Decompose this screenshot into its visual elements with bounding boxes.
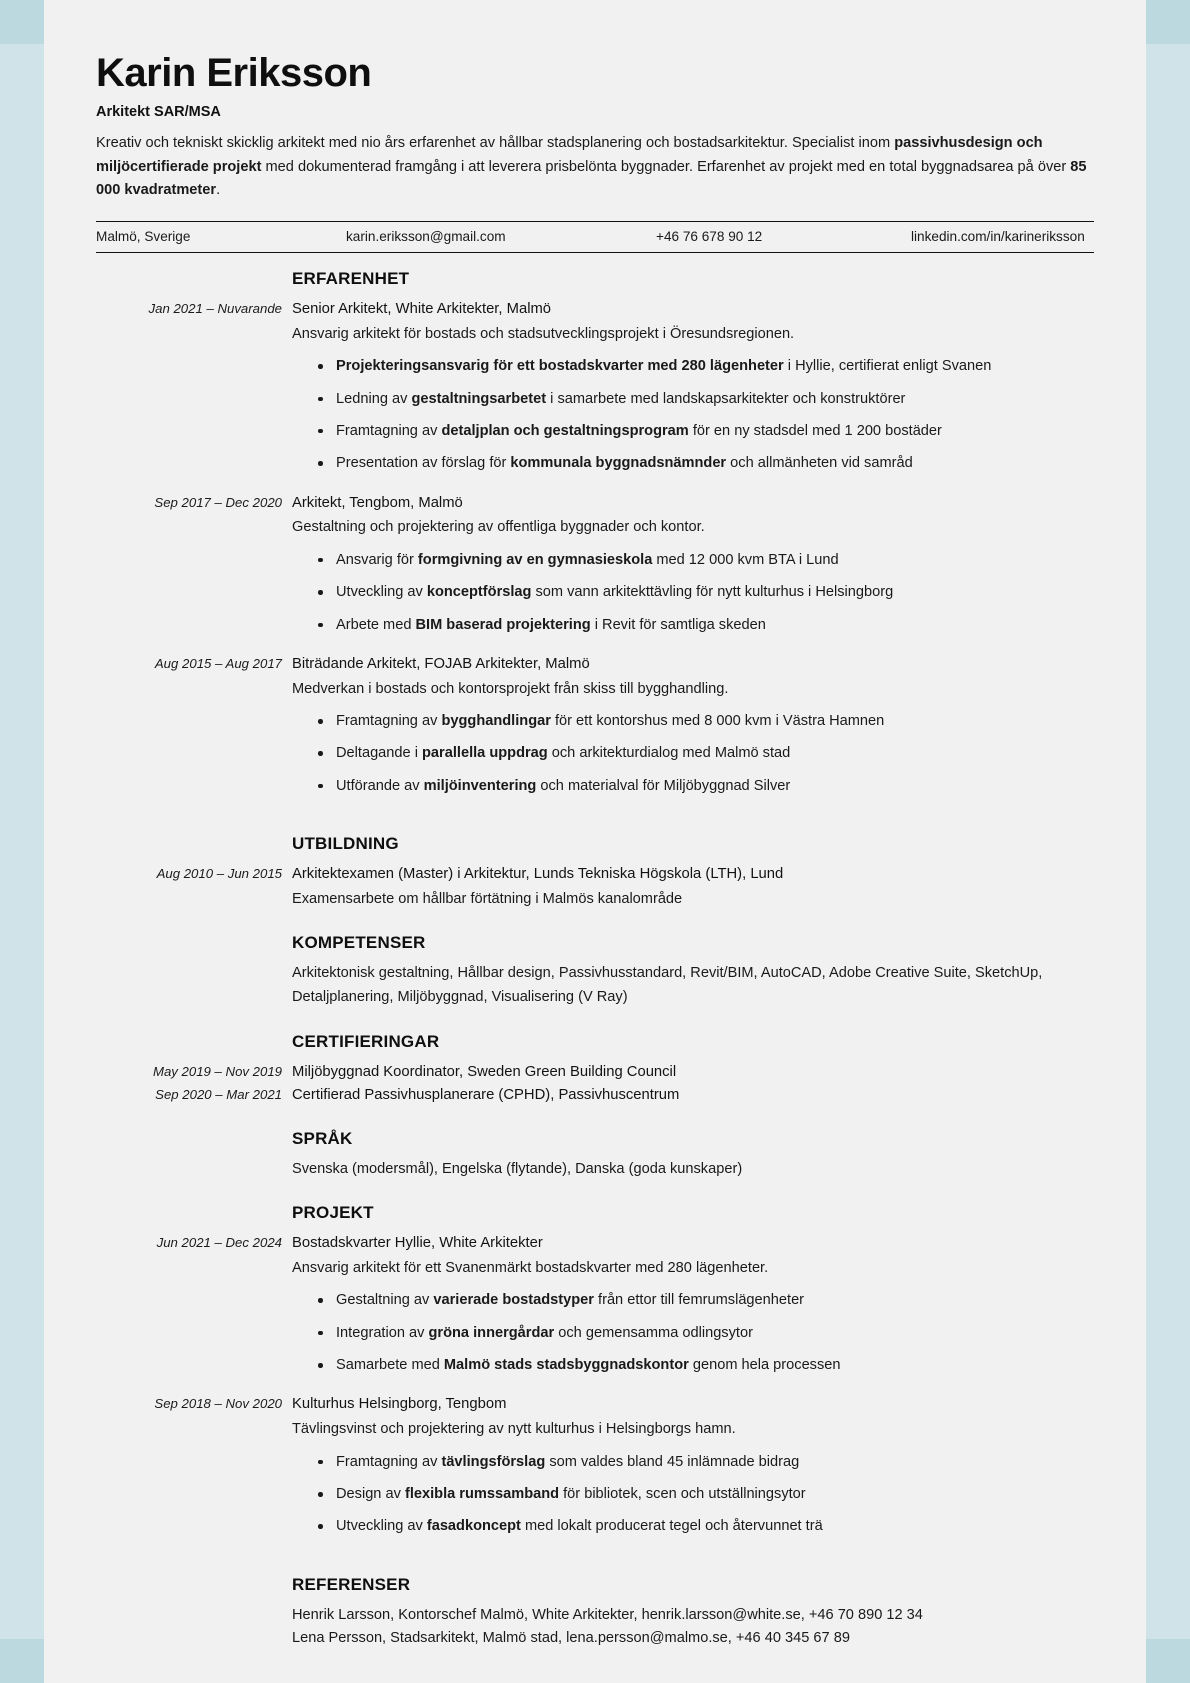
project-title: Bostadskvarter Hyllie, White Arkitekter [292, 1235, 543, 1252]
gutter-spacer [96, 1014, 292, 1015]
section-projects [96, 1185, 1094, 1553]
section-skills [96, 915, 1094, 1009]
project-entry [96, 1232, 1094, 1391]
experience-entry [96, 298, 1094, 490]
experience-description: Gestaltning och projektering av offentliga byggnader och kontor. [292, 519, 705, 536]
experience-bullets [292, 355, 1094, 475]
resume-body [96, 267, 1094, 1651]
certification-title: Certifierad Passivhusplanerare (CPHD), Passivhuscentrum [292, 1086, 680, 1103]
bullet-item: Framtagning av tävlingsförslag som valdes bland 45 inlämnade bidrag [318, 1451, 1094, 1474]
certification-dates: May 2019 – Nov 2019 [152, 1063, 282, 1079]
certification-title: Miljöbyggnad Koordinator, Sweden Green Building Council [292, 1063, 677, 1080]
education-description: Examensarbete om hållbar förtätning i Malmös kanalområde [292, 891, 683, 908]
decorative-corner-bottom-left [0, 1639, 44, 1683]
experience-entry [96, 653, 1094, 812]
contact-email[interactable]: karin.eriksson@gmail.com [346, 228, 506, 244]
decorative-corner-bottom-right [1146, 1639, 1190, 1683]
section-title-languages: SPRÅK [292, 1128, 353, 1148]
gutter-spacer [96, 1111, 292, 1112]
certification-dates: Sep 2020 – Mar 2021 [155, 1086, 282, 1102]
gutter-spacer [96, 915, 292, 916]
contact-location: Malmö, Sverige [96, 228, 191, 244]
bullet-item: Projekteringsansvarig för ett bostadskvarter med 280 lägenheter i Hyllie, certifierat enligt Svanen [318, 355, 1094, 378]
bullet-item: Design av flexibla rumssamband för bibliotek, scen och utställningsytor [318, 1483, 1094, 1506]
experience-title: Biträdande Arkitekt, FOJAB Arkitekter, Malmö [292, 655, 590, 672]
reference-line: Lena Persson, Stadsarkitekt, Malmö stad, lena.persson@malmo.se, +46 40 345 67 89 [292, 1630, 850, 1647]
skills-list: Arkitektonisk gestaltning, Hållbar design, Passivhusstandard, Revit/BIM, AutoCAD, Adobe Creative Suite, SketchUp, Detaljplanering, Miljöbyggnad, Visualisering (V Ray) [292, 965, 1043, 1006]
section-title-certifications: CERTIFIERINGAR [292, 1031, 440, 1051]
bullet-item: Utveckling av fasadkoncept med lokalt producerat tegel och återvunnet trä [318, 1515, 1094, 1538]
bullet-item: Ledning av gestaltningsarbetet i samarbete med landskapsarkitekter och konstruktörer [318, 388, 1094, 411]
experience-dates: Aug 2015 – Aug 2017 [154, 655, 282, 671]
bullet-item: Arbete med BIM baserad projektering i Revit för samtliga skeden [318, 614, 1094, 637]
section-education [96, 816, 1094, 911]
experience-title: Arkitekt, Tengbom, Malmö [292, 494, 463, 511]
project-bullets [292, 1289, 1094, 1377]
experience-description: Medverkan i bostads och kontorsprojekt från skiss till bygghandling. [292, 680, 729, 697]
certification-entry [96, 1084, 1094, 1107]
experience-dates: Sep 2017 – Dec 2020 [154, 494, 282, 510]
bullet-item: Utveckling av konceptförslag som vann arkitekttävling för nytt kulturhus i Helsingborg [318, 581, 1094, 604]
bullet-item: Utförande av miljöinventering och materialval för Miljöbyggnad Silver [318, 775, 1094, 798]
candidate-name: Karin Eriksson [96, 51, 372, 95]
education-title: Arkitektexamen (Master) i Arkitektur, Lunds Tekniska Högskola (LTH), Lund [292, 866, 784, 883]
experience-bullets [292, 710, 1094, 798]
bullet-item: Framtagning av bygghandlingar för ett kontorshus med 8 000 kvm i Västra Hamnen [318, 710, 1094, 733]
section-title-references: REFERENSER [292, 1574, 411, 1594]
project-dates: Sep 2018 – Nov 2020 [154, 1396, 282, 1412]
project-entry [96, 1393, 1094, 1552]
bullet-item: Samarbete med Malmö stads stadsbyggnadskontor genom hela processen [318, 1354, 1094, 1377]
project-bullets [292, 1451, 1094, 1539]
project-description: Tävlingsvinst och projektering av nytt kulturhus i Helsingborgs hamn. [292, 1421, 736, 1438]
section-languages [96, 1111, 1094, 1182]
section-title-education: UTBILDNING [292, 834, 399, 854]
project-description: Ansvarig arkitekt för ett Svanenmärkt bostadskvarter med 280 lägenheter. [292, 1260, 769, 1277]
section-experience [96, 267, 1094, 812]
reference-line: Henrik Larsson, Kontorschef Malmö, White Arkitekter, henrik.larsson@white.se, +46 70 890 12 34 [292, 1606, 923, 1623]
professional-summary: Kreativ och tekniskt skicklig arkitekt med nio års erfarenhet av hållbar stadsplanering och bostadsarkitektur. Specialist inom passivhusdesign och miljöcertifierade projekt med dokumenterad framgång i att leverera prisbelönta byggnader. Erfarenhet av projekt med en total byggnadsarea på över 85 000 kvadratmeter. [96, 135, 1087, 199]
section-title-experience: ERFARENHET [292, 268, 410, 288]
bullet-item: Integration av gröna innergårdar och gemensamma odlingsytor [318, 1322, 1094, 1345]
experience-dates: Jan 2021 – Nuvarande [148, 300, 282, 316]
bullet-item: Deltagande i parallella uppdrag och arkitekturdialog med Malmö stad [318, 742, 1094, 765]
section-references [96, 1557, 1094, 1651]
section-title-skills: KOMPETENSER [292, 933, 426, 953]
contact-phone[interactable]: +46 76 678 90 12 [656, 228, 763, 244]
bullet-item: Ansvarig för formgivning av en gymnasieskola med 12 000 kvm BTA i Lund [318, 549, 1094, 572]
bullet-item: Framtagning av detaljplan och gestaltningsprogram för en ny stadsdel med 1 200 bostäder [318, 420, 1094, 443]
languages-list: Svenska (modersmål), Engelska (flytande), Danska (goda kunskaper) [292, 1160, 743, 1177]
section-certifications [96, 1014, 1094, 1107]
project-dates: Jun 2021 – Dec 2024 [156, 1235, 282, 1251]
bullet-item: Gestaltning av varierade bostadstyper från ettor till femrumslägenheter [318, 1289, 1094, 1312]
gutter-spacer [96, 816, 292, 817]
gutter-spacer [96, 267, 292, 268]
experience-entry [96, 492, 1094, 651]
candidate-job-title: Arkitekt SAR/MSA [96, 104, 221, 120]
section-title-projects: PROJEKT [292, 1203, 374, 1223]
resume-page [44, 0, 1146, 1683]
gutter-spacer [96, 1185, 292, 1186]
education-entry [96, 863, 1094, 911]
certification-entry [96, 1061, 1094, 1084]
gutter-spacer [96, 1557, 292, 1558]
bullet-item: Presentation av förslag för kommunala byggnadsnämnder och allmänheten vid samråd [318, 452, 1094, 475]
experience-bullets [292, 549, 1094, 637]
decorative-corner-top-right [1146, 0, 1190, 44]
education-dates: Aug 2010 – Jun 2015 [156, 866, 282, 882]
experience-title: Senior Arkitekt, White Arkitekter, Malmö [292, 300, 552, 317]
project-title: Kulturhus Helsingborg, Tengbom [292, 1396, 507, 1413]
decorative-corner-top-left [0, 0, 44, 44]
contact-linkedin[interactable]: linkedin.com/in/karineriksson [911, 228, 1085, 244]
experience-description: Ansvarig arkitekt för bostads och stadsutvecklingsprojekt i Öresundsregionen. [292, 325, 795, 342]
contact-bar [96, 221, 1094, 253]
